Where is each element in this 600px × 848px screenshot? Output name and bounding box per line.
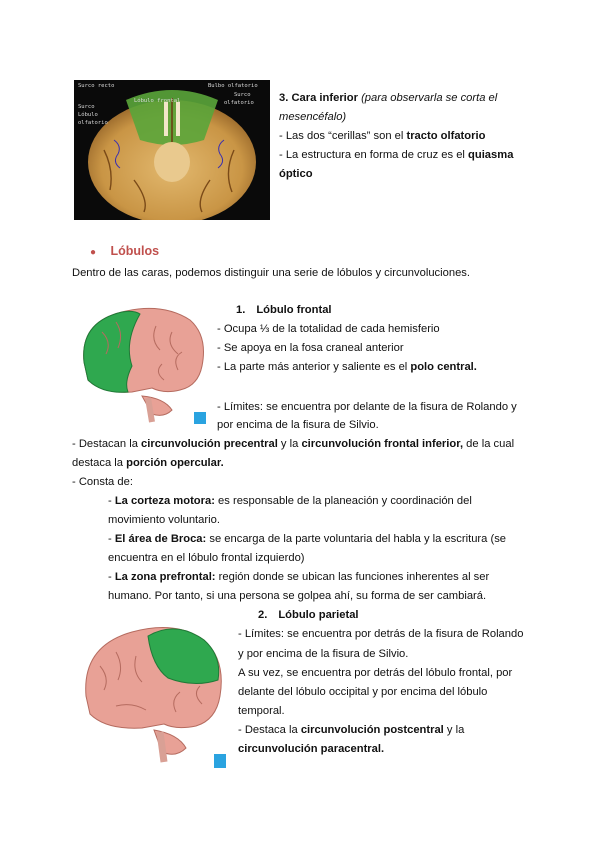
cara-inferior-note: mesencéfalo)	[279, 111, 347, 123]
text-line: - Las dos “cerillas” son el tracto olfatorio	[279, 130, 486, 142]
lobulos-intro: Dentro de las caras, podemos distinguir una serie de lóbulos y circunvoluciones.	[72, 267, 470, 279]
list-item: - El área de Broca: se encarga de la parte voluntaria del habla y la escritura (se	[108, 533, 507, 545]
image-label: Surco	[234, 92, 251, 98]
brain-inferior-photo	[74, 80, 270, 220]
text-line: y por encima de la fisura de Silvio.	[238, 648, 409, 660]
brain-frontal-image	[72, 302, 212, 427]
bullet-icon: ●	[90, 247, 97, 258]
text-line: encuentra en el lóbulo frontal izquierdo)	[108, 552, 305, 564]
text-line: por encima de la fisura de Silvio.	[217, 419, 379, 431]
text-line: - Ocupa ⅓ de la totalidad de cada hemisferio	[217, 323, 440, 335]
text-line: - Límites: se encuentra por delante de la fisura de Rolando y	[217, 401, 517, 413]
image-label: Surco recto	[78, 83, 115, 89]
text-line: destaca la porción opercular.	[72, 457, 224, 469]
text-line: movimiento voluntario.	[108, 514, 220, 526]
text-line: óptico	[279, 168, 313, 180]
image-label: Surco	[78, 104, 95, 110]
parietal-heading: 2. Lóbulo parietal	[258, 609, 359, 621]
text-line: - Se apoya en la fosa craneal anterior	[217, 342, 404, 354]
logo-icon	[194, 412, 206, 424]
text-line: temporal.	[238, 705, 285, 717]
text-line: - Destaca la circunvolución postcentral y la	[238, 724, 465, 736]
list-item: - La corteza motora: es responsable de la planeación y coordinación del	[108, 495, 472, 507]
lobulos-heading: ● Lóbulos	[90, 244, 160, 258]
text-line: - Consta de:	[72, 476, 133, 488]
text-line: A su vez, se encuentra por detrás del lóbulo frontal, por	[238, 667, 513, 679]
image-label: olfatorio	[224, 100, 254, 106]
list-item: - La zona prefrontal: región donde se ubican las funciones inherentes al ser	[108, 571, 490, 583]
text-line: - La parte más anterior y saliente es el polo central.	[217, 361, 477, 373]
image-label: Bulbo olfatorio	[208, 83, 258, 89]
text-line: humano. Por tanto, si una persona se golpea ahí, su forma de ser cambiará.	[108, 590, 487, 602]
text-line: - Destacan la circunvolución precentral y la circunvolución frontal inferior, de la cual	[72, 438, 515, 450]
image-label: Lóbulo	[78, 112, 98, 118]
image-label: olfatorio	[78, 120, 108, 126]
cara-inferior-heading: 3. Cara inferior (para observarla se corta el	[279, 92, 498, 104]
text-line: circunvolución paracentral.	[238, 743, 385, 755]
image-label: Lóbulo frontal	[134, 98, 181, 104]
logo-icon	[214, 754, 226, 768]
text-line: - La estructura en forma de cruz es el quiasma	[279, 149, 514, 161]
text-line: delante del lóbulo occipital y por encima del lóbulo	[238, 686, 488, 698]
text-line: - Límites: se encuentra por detrás de la fisura de Rolando	[238, 628, 524, 640]
brain-parietal-image	[76, 616, 232, 771]
frontal-heading: 1. Lóbulo frontal	[236, 304, 332, 316]
